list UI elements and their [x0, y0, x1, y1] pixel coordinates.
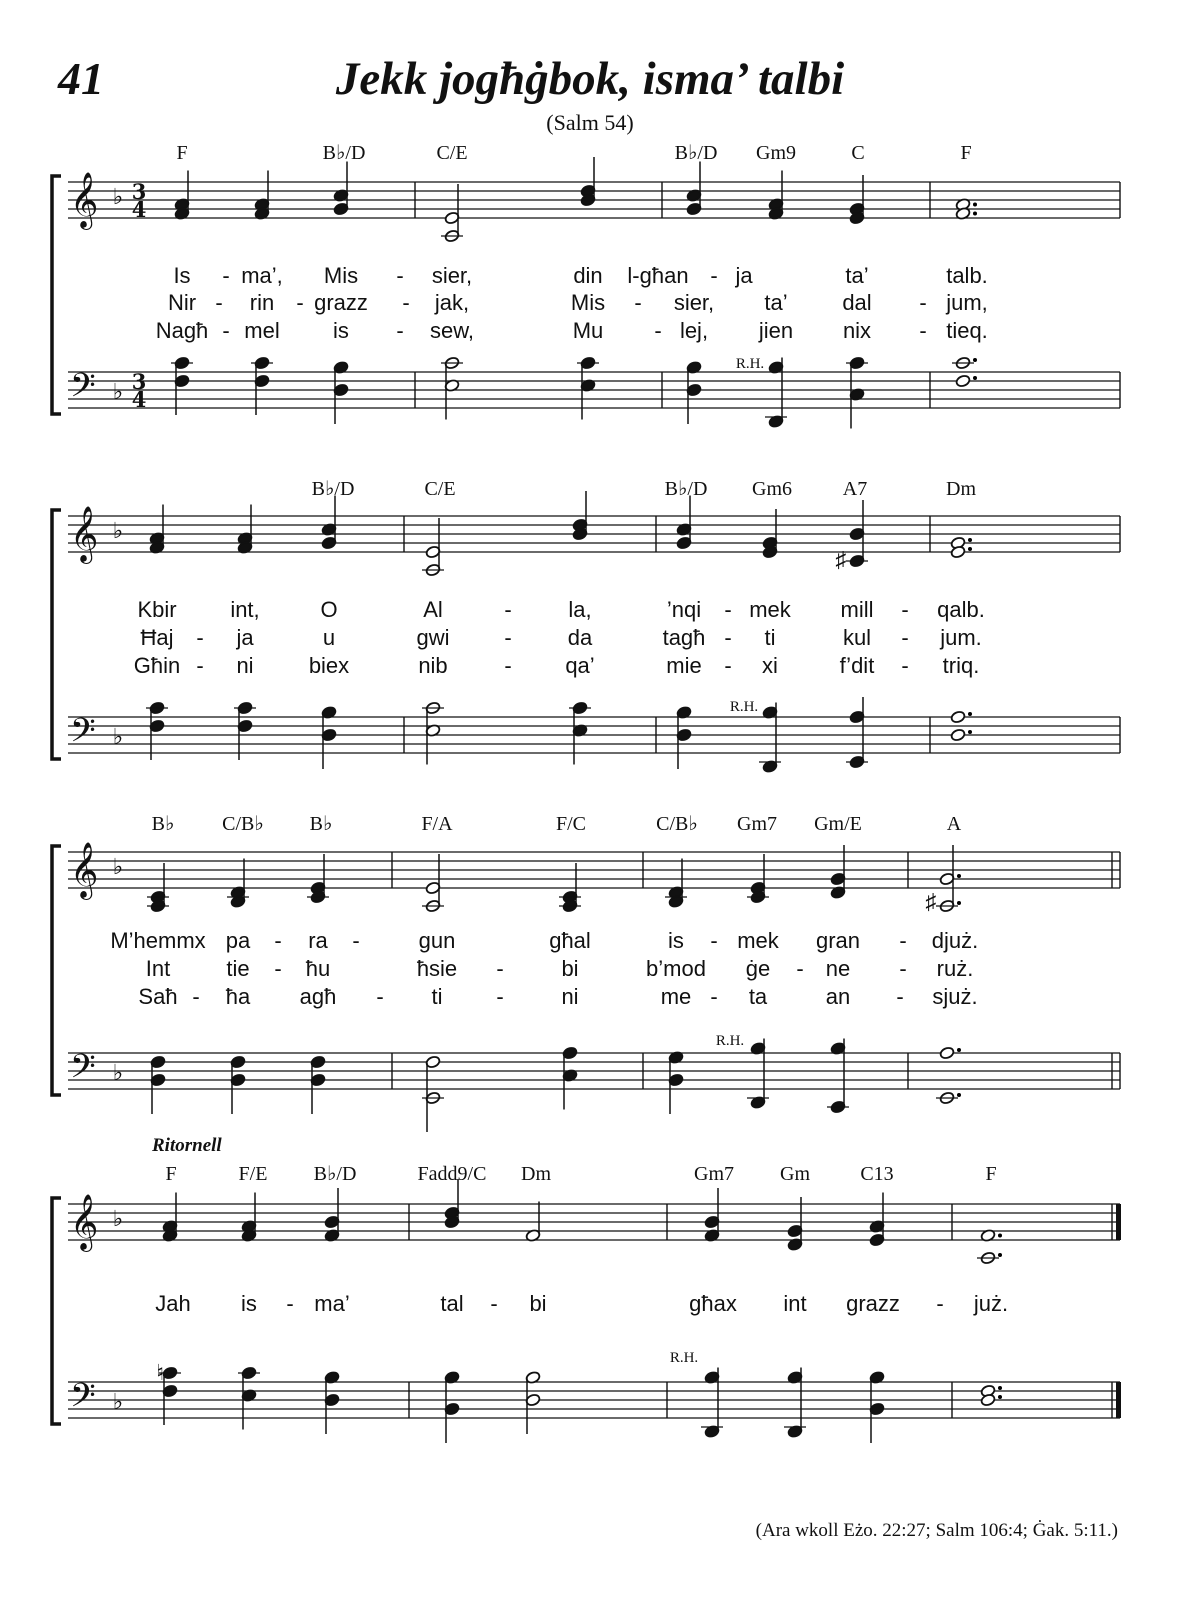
chord-symbol: B♭/D	[664, 478, 708, 500]
lyric-syllable: M’hemmx	[110, 928, 206, 953]
lyric-hyphen: -	[710, 928, 718, 953]
lyric-syllable: rin	[249, 290, 275, 315]
note-chord	[977, 1229, 1002, 1265]
note-chord	[676, 706, 692, 769]
lyric-syllable: Int	[145, 956, 171, 981]
chord-symbol: Dm	[521, 1163, 551, 1185]
note-chord	[787, 1197, 803, 1251]
lyric-syllable: ta	[748, 984, 768, 1009]
lyric-syllable: qa’	[565, 653, 595, 678]
flat-sign: ♭	[112, 1389, 124, 1414]
chord-symbol: Gm7	[694, 1163, 734, 1185]
note-chord	[441, 356, 463, 419]
chord-symbol: B♭/D	[313, 1163, 357, 1185]
lyric-hyphen: -	[496, 956, 504, 981]
lyric-syllable: tie	[226, 956, 250, 981]
note-chord	[162, 1193, 178, 1243]
lyric-syllable: għax	[689, 1291, 737, 1316]
note-chord	[324, 1371, 340, 1434]
system-bracket	[52, 510, 61, 759]
chord-symbol: Gm/E	[814, 813, 862, 835]
note-chord	[422, 701, 444, 764]
lyric-syllable: l-għan	[627, 263, 689, 288]
note-chord	[333, 361, 349, 424]
note-chord	[869, 1193, 885, 1247]
lyric-syllable: f’dit	[839, 653, 875, 678]
system-bracket	[52, 176, 61, 414]
lyric-syllable: u	[322, 625, 336, 650]
lyric-syllable: din	[573, 263, 603, 288]
lyric-hyphen: -	[504, 625, 512, 650]
lyric-syllable: ti	[431, 984, 443, 1009]
time-sig-upper: 3	[131, 369, 147, 394]
lyric-syllable: ne	[825, 956, 851, 981]
lyric-hyphen: -	[654, 318, 662, 343]
treble-staff	[68, 1204, 1120, 1240]
note-chord	[254, 171, 270, 221]
lyric-hyphen: -	[192, 984, 200, 1009]
note-chord	[149, 505, 165, 555]
note-chord	[324, 1188, 340, 1242]
note-chord	[321, 496, 337, 550]
note-chord	[668, 1051, 684, 1114]
sharp-sign: ♯	[835, 547, 847, 572]
treble-clef: 𝄞	[70, 844, 99, 897]
note-chord	[686, 162, 702, 216]
time-sig-upper: 3	[131, 179, 147, 204]
lyric-syllable: Is	[173, 263, 191, 288]
lyric-hyphen: -	[222, 318, 230, 343]
lyric-hyphen: -	[496, 984, 504, 1009]
lyric-syllable: ħa	[225, 984, 251, 1009]
lyric-hyphen: -	[274, 956, 282, 981]
note-chord	[569, 701, 591, 764]
note-chord	[936, 1046, 961, 1105]
note-chord	[241, 1193, 257, 1243]
lyric-syllable: jum,	[946, 290, 988, 315]
lyric-hyphen: -	[796, 956, 804, 981]
chord-symbol: Gm9	[756, 142, 796, 164]
lyric-syllable: jien	[758, 318, 794, 343]
final-barline	[1116, 1382, 1121, 1418]
lyric-syllable: is	[668, 928, 684, 953]
lyric-syllable: int	[783, 1291, 807, 1316]
chord-symbol: C/E	[424, 478, 456, 500]
note-chord	[251, 356, 273, 415]
lyric-hyphen: -	[901, 625, 909, 650]
lyric-syllable: mie	[666, 653, 702, 678]
lyric-hyphen: -	[919, 290, 927, 315]
right-hand-marking: R.H.	[669, 1350, 699, 1366]
note-chord	[830, 845, 846, 899]
lyric-hyphen: -	[196, 653, 204, 678]
chord-symbol: Gm7	[737, 813, 777, 835]
lyric-hyphen: -	[899, 928, 907, 953]
note-chord	[765, 358, 787, 429]
lyric-syllable: pa	[225, 928, 251, 953]
lyric-syllable: mek	[737, 928, 779, 953]
lyric-syllable: talb.	[946, 263, 988, 288]
lyric-syllable: sew,	[429, 318, 475, 343]
lyric-syllable: sier,	[673, 290, 715, 315]
time-sig-lower: 4	[131, 387, 147, 412]
lyric-syllable: tal	[440, 1291, 464, 1316]
chord-symbol: F/C	[555, 813, 587, 835]
lyric-syllable: bi	[561, 956, 579, 981]
lyric-syllable: is	[333, 318, 349, 343]
lyric-syllable: bi	[529, 1291, 547, 1316]
time-sig-lower: 4	[131, 197, 147, 222]
lyric-hyphen: -	[504, 597, 512, 622]
flat-sign: ♭	[112, 854, 124, 879]
chord-symbol: A	[946, 813, 962, 835]
lyric-hyphen: -	[724, 597, 732, 622]
note-chord	[701, 1368, 723, 1439]
lyric-syllable: djuż.	[931, 928, 979, 953]
lyric-syllable: tieq.	[946, 318, 988, 343]
lyric-hyphen: -	[936, 1291, 944, 1316]
chord-symbol: C/B♭	[656, 813, 698, 835]
flat-sign: ♭	[112, 1206, 124, 1231]
lyric-syllable: Mis	[323, 263, 359, 288]
chord-symbol: F/A	[421, 813, 453, 835]
lyric-hyphen: -	[196, 625, 204, 650]
lyric-syllable: Għin	[133, 653, 181, 678]
note-chord	[230, 1055, 246, 1114]
note-chord	[227, 859, 249, 909]
lyric-syllable: biex	[308, 653, 350, 678]
chord-symbol: F	[960, 142, 972, 164]
scripture-reference: (Ara wkoll Eżo. 22:27; Salm 106:4; Ġak. 5:11.)	[755, 1520, 1118, 1541]
lyric-syllable: la,	[568, 597, 592, 622]
lyric-syllable: kul	[842, 625, 872, 650]
lyric-hyphen: -	[376, 984, 384, 1009]
lyric-syllable: ma’,	[241, 263, 283, 288]
lyric-syllable: Ħaj	[140, 625, 174, 650]
lyric-syllable: ti	[764, 625, 776, 650]
lyric-hyphen: -	[215, 290, 223, 315]
lyric-syllable: me	[660, 984, 692, 1009]
ritornello-label: Ritornell	[152, 1135, 222, 1156]
lyric-hyphen: -	[710, 984, 718, 1009]
lyric-syllable: Al	[423, 597, 443, 622]
page-subtitle: (Salm 54)	[546, 110, 634, 135]
lyric-syllable: int,	[230, 597, 260, 622]
lyric-hyphen: -	[286, 1291, 294, 1316]
note-chord	[310, 1055, 326, 1114]
flat-sign: ♭	[112, 518, 124, 543]
lyric-syllable: triq.	[942, 653, 980, 678]
flat-sign: ♭	[112, 379, 124, 404]
note-chord	[422, 854, 444, 913]
lyric-syllable: ja	[735, 263, 753, 288]
chord-symbol: F/E	[238, 1163, 268, 1185]
lyric-syllable: grazz	[314, 290, 368, 315]
note-chord	[704, 1188, 720, 1242]
note-chord	[525, 1371, 541, 1434]
lyric-syllable: mel	[244, 318, 280, 343]
chord-symbol: Dm	[946, 478, 976, 500]
lyric-syllable: jak,	[434, 290, 470, 315]
lyric-syllable: qalb.	[937, 597, 985, 622]
bass-clef: 𝄢	[70, 1378, 96, 1422]
lyric-syllable: Mu	[572, 318, 604, 343]
chord-symbol: C13	[860, 1163, 894, 1185]
note-chord	[441, 184, 463, 243]
lyric-syllable: ta’	[764, 290, 788, 315]
lyric-hyphen: -	[274, 928, 282, 953]
note-chord	[950, 536, 972, 559]
lyric-syllable: ni	[561, 984, 579, 1009]
lyric-syllable: gwi	[416, 625, 450, 650]
note-chord	[827, 1039, 849, 1114]
chord-symbol: B♭	[151, 813, 175, 835]
lyric-syllable: an	[825, 984, 851, 1009]
bass-clef: 𝄢	[70, 368, 96, 412]
lyric-syllable: Saħ	[138, 984, 178, 1009]
chord-symbol: C/E	[436, 142, 468, 164]
treble-clef: 𝄞	[70, 174, 99, 227]
lyric-hyphen: -	[396, 263, 404, 288]
note-chord	[676, 496, 692, 550]
lyric-syllable: już.	[973, 1291, 1009, 1316]
page-title: Jekk jogħġbok, isma’ talbi	[335, 53, 845, 105]
lyric-syllable: Nir	[167, 290, 197, 315]
lyric-hyphen: -	[352, 928, 360, 953]
right-hand-marking: R.H.	[735, 356, 765, 372]
lyric-syllable: Nagħ	[155, 318, 209, 343]
lyric-hyphen: -	[402, 290, 410, 315]
lyric-syllable: ra	[308, 928, 328, 953]
lyric-syllable: gran	[815, 928, 861, 953]
lyric-hyphen: -	[724, 625, 732, 650]
chord-symbol: F	[176, 142, 188, 164]
lyric-syllable: mill	[840, 597, 874, 622]
lyric-hyphen: -	[901, 597, 909, 622]
lyric-syllable: agħ	[299, 984, 337, 1009]
lyric-syllable: tagħ	[662, 625, 706, 650]
lyric-hyphen: -	[899, 956, 907, 981]
note-chord	[759, 703, 781, 774]
note-chord	[577, 356, 599, 419]
system-bracket	[52, 846, 61, 1095]
lyric-syllable: sjuż.	[932, 984, 978, 1009]
lyric-hyphen: -	[296, 290, 304, 315]
bass-clef: 𝄢	[70, 1049, 96, 1093]
note-chord	[237, 505, 253, 555]
lyric-hyphen: -	[634, 290, 642, 315]
lyric-syllable: Kbir	[137, 597, 177, 622]
lyric-syllable: ġe	[745, 956, 771, 981]
system-bracket	[52, 1198, 61, 1424]
lyric-syllable: ma’	[314, 1291, 350, 1316]
note-chord	[768, 171, 784, 221]
chord-symbol: C/B♭	[222, 813, 264, 835]
bass-clef: 𝄢	[70, 713, 96, 757]
note-chord	[747, 1039, 769, 1110]
lyric-hyphen: -	[222, 263, 230, 288]
lyric-syllable: lej,	[679, 318, 709, 343]
sharp-sign: ♯	[925, 889, 937, 914]
note-chord	[846, 356, 868, 428]
lyric-syllable: ħsie	[416, 956, 458, 981]
lyric-syllable: b’mod	[646, 956, 706, 981]
note-chord	[146, 701, 168, 760]
note-chord	[784, 1368, 806, 1439]
note-chord	[321, 706, 337, 769]
lyric-syllable: nib	[418, 653, 448, 678]
chord-symbol: B♭/D	[311, 478, 355, 500]
final-barline	[1116, 1204, 1121, 1240]
note-chord	[422, 518, 444, 577]
lyric-hyphen: -	[490, 1291, 498, 1316]
lyric-syllable: ni	[236, 653, 254, 678]
lyric-syllable: ħu	[305, 956, 331, 981]
lyric-hyphen: -	[896, 984, 904, 1009]
chord-symbol: C	[851, 142, 865, 164]
treble-clef: 𝄞	[70, 508, 99, 561]
chord-symbol: F	[985, 1163, 997, 1185]
lyric-syllable: da	[567, 625, 593, 650]
treble-clef: 𝄞	[70, 1196, 99, 1249]
lyric-syllable: O	[320, 597, 338, 622]
note-chord	[171, 356, 193, 415]
lyric-syllable: ja	[236, 625, 254, 650]
lyric-syllable: jum.	[940, 625, 982, 650]
lyric-syllable: gun	[418, 928, 456, 953]
lyric-syllable: ’nqi	[666, 597, 702, 622]
right-hand-marking: R.H.	[715, 1033, 745, 1049]
chord-symbol: Gm6	[752, 478, 792, 500]
note-chord	[238, 1366, 260, 1429]
flat-sign: ♭	[112, 1060, 124, 1085]
note-chord	[665, 859, 687, 909]
lyric-syllable: ta’	[845, 263, 869, 288]
lyric-syllable: mek	[749, 597, 791, 622]
treble-staff	[68, 852, 1120, 888]
note-chord	[422, 1055, 444, 1132]
chord-symbol: F	[165, 1163, 177, 1185]
hymn-number: 41	[58, 53, 104, 104]
lyric-syllable: xi	[762, 653, 778, 678]
note-chord	[980, 1384, 1002, 1407]
lyric-hyphen: -	[724, 653, 732, 678]
lyric-syllable: grazz	[846, 1291, 900, 1316]
natural-sign: ♮	[156, 1360, 164, 1385]
lyric-syllable: Jah	[155, 1291, 191, 1316]
lyric-syllable: Mis	[570, 290, 606, 315]
chord-symbol: Fadd9/C	[417, 1163, 487, 1185]
lyric-hyphen: -	[504, 653, 512, 678]
lyric-hyphen: -	[396, 318, 404, 343]
note-chord	[150, 1055, 166, 1114]
lyric-hyphen: -	[919, 318, 927, 343]
chord-symbol: Gm	[780, 1163, 810, 1185]
lyric-syllable: sier,	[431, 263, 473, 288]
lyric-syllable: dal	[842, 290, 872, 315]
lyric-hyphen: -	[710, 263, 718, 288]
flat-sign: ♭	[112, 184, 124, 209]
lyric-syllable: nix	[842, 318, 872, 343]
note-chord	[686, 361, 702, 424]
note-chord	[846, 697, 868, 769]
lyric-syllable: is	[241, 1291, 257, 1316]
chord-symbol: B♭/D	[674, 142, 718, 164]
right-hand-marking: R.H.	[729, 699, 759, 715]
note-chord	[562, 1046, 578, 1109]
note-chord	[333, 162, 349, 216]
lyric-syllable: għal	[549, 928, 591, 953]
lyric-hyphen: -	[901, 653, 909, 678]
note-chord	[174, 171, 190, 221]
bass-staff	[68, 1382, 1120, 1418]
chord-symbol: B♭/D	[322, 142, 366, 164]
bass-staff	[68, 1053, 1120, 1089]
flat-sign: ♭	[112, 724, 124, 749]
lyric-syllable: ruż.	[936, 956, 974, 981]
chord-symbol: A7	[842, 478, 868, 500]
chord-symbol: B♭	[309, 813, 333, 835]
note-chord	[234, 701, 256, 760]
